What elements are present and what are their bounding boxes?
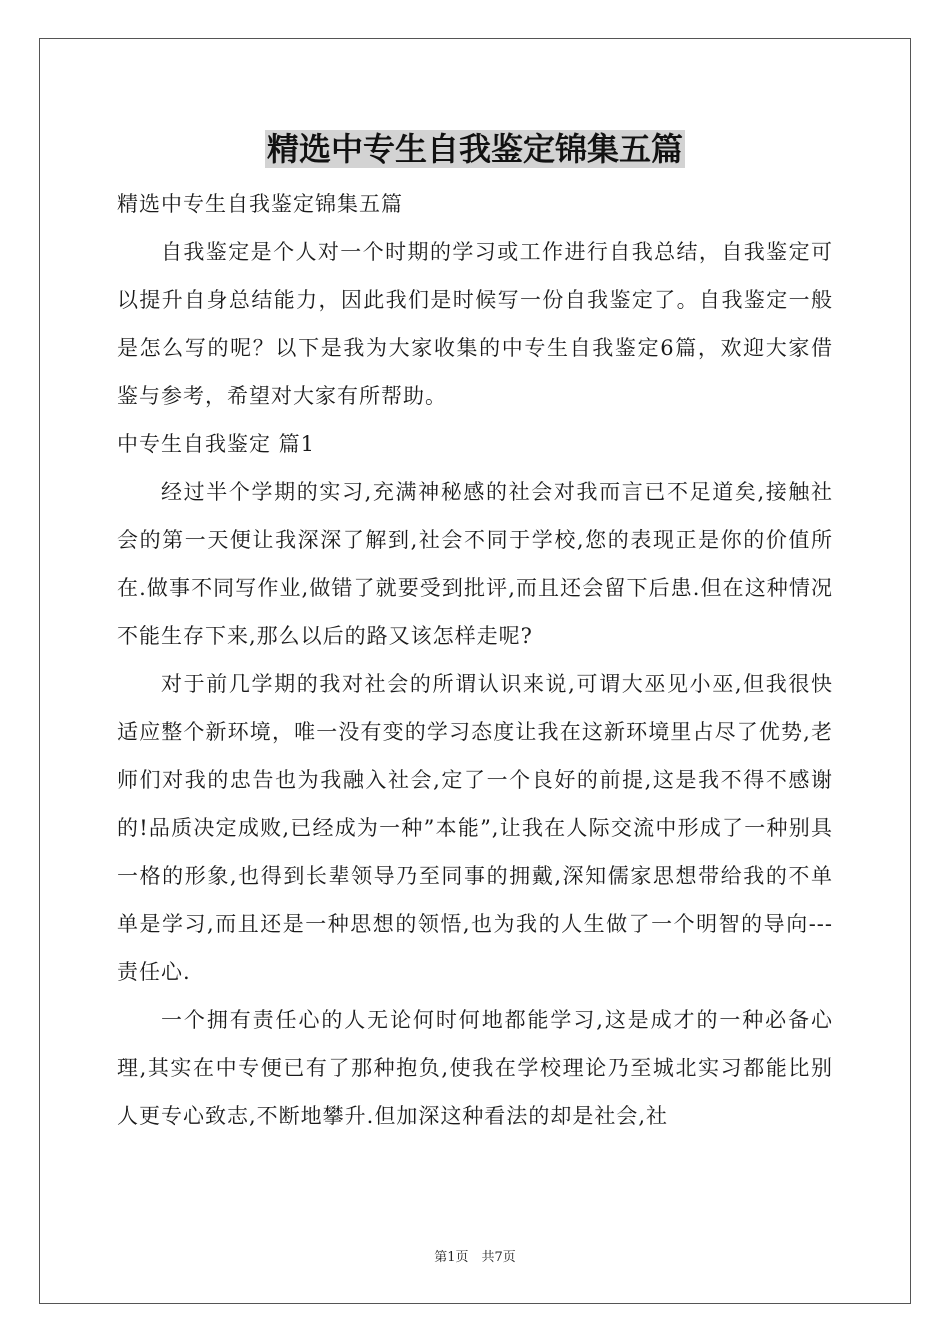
page-footer: 第1页 共7页 <box>434 1250 516 1265</box>
body-paragraph: 对于前几学期的我对社会的所谓认识来说,可谓大巫见小巫,但我很快适应整个新环境，唯一没有变的学习态度让我在这新环境里占尽了优势,老师们对我的忠告也为我融入社会,定了一个良好的前提,这是我不得不感谢的!品质决定成败,已经成为一种”本能”,让我在人际交流中形成了一种别具一格的形象,也得到长辈领导乃至同事的拥戴,深知儒家思想带给我的不单单是学习,而且还是一种思想的领悟,也为我的人生做了一个明智的导向---责任心. <box>117 672 833 984</box>
document-title: 精选中专生自我鉴定锦集五篇 <box>266 130 683 168</box>
document-body <box>117 180 833 1140</box>
body-paragraph: 经过半个学期的实习,充满神秘感的社会对我而言已不足道矣,接触社会的第一天便让我深深了解到,社会不同于学校,您的表现正是你的价值所在.做事不同写作业,做错了就要受到批评,而且还会留下后患.但在这种情况不能生存下来,那么以后的路又该怎样走呢? <box>117 480 833 648</box>
section-heading: 中专生自我鉴定 篇1 <box>117 432 316 456</box>
body-paragraph: 一个拥有责任心的人无论何时何地都能学习,这是成才的一种必备心理,其实在中专便已有了那种抱负,使我在学校理论乃至城北实习都能比别人更专心致志,不断地攀升.但加深这种看法的却是社会,社 <box>117 1008 833 1128</box>
document-subtitle: 精选中专生自我鉴定锦集五篇 <box>117 192 403 216</box>
document-title-block <box>0 130 950 168</box>
intro-paragraph: 自我鉴定是个人对一个时期的学习或工作进行自我总结，自我鉴定可以提升自身总结能力，因此我们是时候写一份自我鉴定了。自我鉴定一般是怎么写的呢？以下是我为大家收集的中专生自我鉴定6篇，欢迎大家借鉴与参考，希望对大家有所帮助。 <box>117 240 833 408</box>
